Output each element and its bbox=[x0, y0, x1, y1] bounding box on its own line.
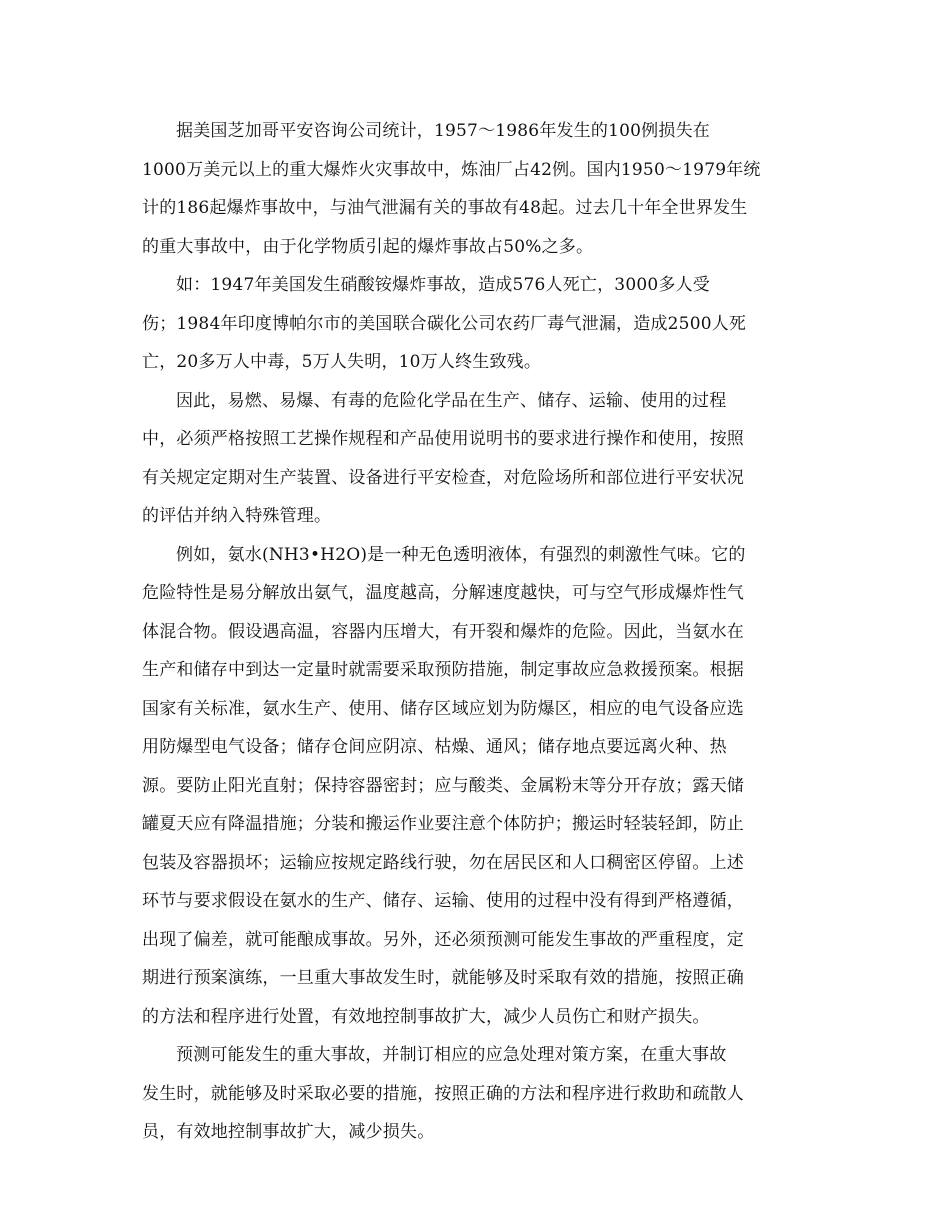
text-line: 体混合物。假设遇高温，容器内压增大，有开裂和爆炸的危险。因此，当氨水在 bbox=[142, 621, 744, 642]
text-line: 出现了偏差，就可能酿成事故。另外，还必须预测可能发生事故的严重程度，定 bbox=[142, 929, 744, 950]
paragraph-examples bbox=[142, 266, 809, 382]
text-line: 计的186起爆炸事故中，与油气泄漏有关的事故有48起。过去几十年全世界发生 bbox=[142, 198, 748, 218]
text-line: 的重大事故中，由于化学物质引起的爆炸事故占50%之多。 bbox=[142, 236, 594, 257]
text-line: 的评估并纳入特殊管理。 bbox=[142, 506, 332, 526]
text-line: 环节与要求假设在氨水的生产、储存、运输、使用的过程中没有得到严格遵循， bbox=[142, 891, 744, 911]
text-line: 包装及容器损坏；运输应按规定路线行驶，勿在居民区和人口稠密区停留。上述 bbox=[142, 852, 744, 873]
text-line: 中，必须严格按照工艺操作规程和产品使用说明书的要求进行操作和使用，按照 bbox=[142, 429, 744, 449]
text-line: 生产和储存中到达一定量时就需要采取预防措施，制定事故应急救援预案。根据 bbox=[142, 660, 744, 680]
text-line: 危险特性是易分解放出氨气，温度越高，分解速度越快，可与空气形成爆炸性气 bbox=[142, 583, 744, 603]
text-line: 的方法和程序进行处置，有效地控制事故扩大，减少人员伤亡和财产损失。 bbox=[142, 1006, 710, 1027]
paragraph-statistics bbox=[142, 112, 809, 266]
text-line: 员，有效地控制事故扩大，减少损失。 bbox=[142, 1122, 435, 1142]
body-text bbox=[142, 112, 809, 1152]
text-line: 伤；1984年印度博帕尔市的美国联合碳化公司农药厂毒气泄漏，造成2500人死 bbox=[142, 313, 747, 334]
text-line: 国家有关标准，氨水生产、使用、储存区域应划为防爆区，相应的电气设备应选 bbox=[142, 698, 744, 719]
text-line: 用防爆型电气设备；储存仓间应阴凉、枯燥、通风；储存地点要远离火种、热 bbox=[142, 737, 727, 757]
text-line: 亡，20多万人中毒，5万人失明，10万人终生致残。 bbox=[142, 352, 542, 372]
text-line: 源。要防止阳光直射；保持容器密封；应与酸类、金属粉末等分开存放；露天储 bbox=[142, 775, 744, 796]
text-line: 因此，易燃、易爆、有毒的危险化学品在生产、储存、运输、使用的过程 bbox=[176, 390, 727, 411]
paragraph-requirements bbox=[142, 382, 809, 536]
paragraph-prediction bbox=[142, 1036, 809, 1152]
text-line: 期进行预案演练，一旦重大事故发生时，就能够及时采取有效的措施，按照正确 bbox=[142, 968, 744, 988]
text-line: 1000万美元以上的重大爆炸火灾事故中，炼油厂占42例。国内1950～1979年统 bbox=[142, 159, 761, 180]
text-line: 罐夏天应有降温措施；分装和搬运作业要注意个体防护；搬运时轻装轻卸，防止 bbox=[142, 814, 744, 834]
text-line: 发生时，就能够及时采取必要的措施，按照正确的方法和程序进行救助和疏散人 bbox=[142, 1083, 744, 1104]
text-line: 例如，氨水(NH3•H2O)是一种无色透明液体，有强烈的刺激性气味。它的 bbox=[176, 544, 746, 565]
text-line: 据美国芝加哥平安咨询公司统计，1957～1986年发生的100例损失在 bbox=[176, 121, 710, 141]
paragraph-ammonia-example bbox=[142, 536, 809, 1037]
text-line: 如：1947年美国发生硝酸铵爆炸事故，造成576人死亡，3000多人受 bbox=[176, 275, 710, 295]
text-line: 预测可能发生的重大事故，并制订相应的应急处理对策方案，在重大事故 bbox=[176, 1045, 727, 1065]
text-line: 有关规定定期对生产装置、设备进行平安检查，对危险场所和部位进行平安状况 bbox=[142, 467, 744, 488]
